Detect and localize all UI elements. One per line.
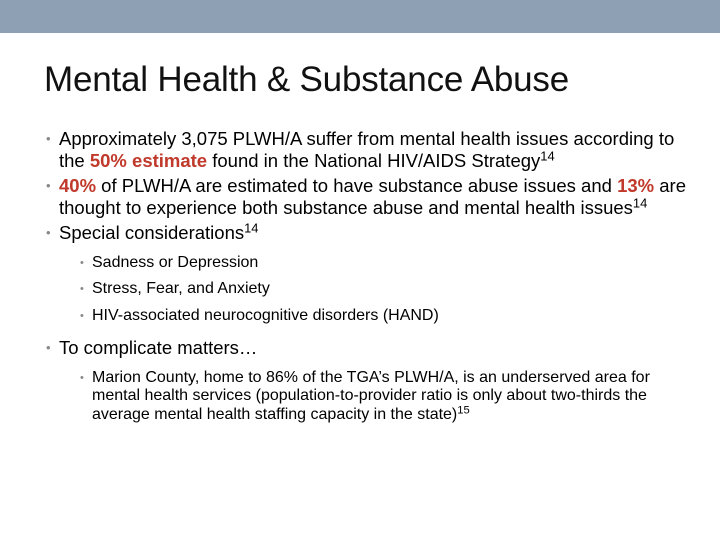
bullet-icon: • xyxy=(80,256,84,269)
bullet-list xyxy=(48,128,688,424)
sub-bullet-text: Stress, Fear, and Anxiety xyxy=(92,280,270,297)
bullet-text: found in the National HIV/AIDS Strategy xyxy=(207,149,541,171)
bullet-substance-abuse xyxy=(48,175,688,218)
bullet-text: Special considerations xyxy=(59,222,245,243)
sub-bullet-list xyxy=(59,369,688,425)
sub-bullet-list xyxy=(59,254,688,326)
bullet-text: Approximately 3,075 PLWH/A suffer from mental health issues according to the xyxy=(59,128,675,171)
bullet-text: To complicate matters… xyxy=(59,337,258,358)
top-bar xyxy=(0,0,720,33)
slide-title: Mental Health & Substance Abuse xyxy=(44,60,569,99)
highlight-13-percent: 13% xyxy=(617,175,655,196)
slide-content xyxy=(48,128,688,436)
bullet-icon: • xyxy=(46,340,51,355)
bullet-icon: • xyxy=(46,178,51,193)
bullet-mental-health-estimate xyxy=(48,128,688,171)
footnote-ref: 15 xyxy=(457,403,470,416)
footnote-ref: 14 xyxy=(632,195,648,211)
bullet-text: of PLWH/A are estimated to have substance abuse issues and xyxy=(96,175,618,196)
sub-bullet-text: Marion County, home to 86% of the TGA’s PLWH/A, is an underserved area for mental health services (population-to-provider ratio is only about two-thirds the average mental health staffing capacity in the state) xyxy=(92,368,650,423)
bullet-special-considerations xyxy=(48,222,688,325)
bullet-icon: • xyxy=(80,283,84,295)
sub-bullet-item xyxy=(80,307,688,326)
sub-bullet-item xyxy=(80,254,688,273)
sub-bullet-text: HIV-associated neurocognitive disorders (HAND) xyxy=(92,306,439,324)
highlight-40-percent: 40% xyxy=(59,175,97,196)
bullet-icon: • xyxy=(80,371,84,384)
sub-bullet-item xyxy=(80,280,688,299)
footnote-ref: 14 xyxy=(244,220,259,236)
bullet-icon: • xyxy=(80,309,84,322)
bullet-icon: • xyxy=(46,131,51,146)
highlight-50-percent: 50% estimate xyxy=(89,149,208,171)
bullet-text: are thought to experience both substance abuse and mental health issues xyxy=(59,175,686,218)
sub-bullet-item xyxy=(80,369,688,425)
bullet-complicate-matters xyxy=(48,337,688,424)
sub-bullet-text: Sadness or Depression xyxy=(92,253,259,271)
bullet-icon: • xyxy=(46,225,51,240)
footnote-ref: 14 xyxy=(540,148,555,164)
